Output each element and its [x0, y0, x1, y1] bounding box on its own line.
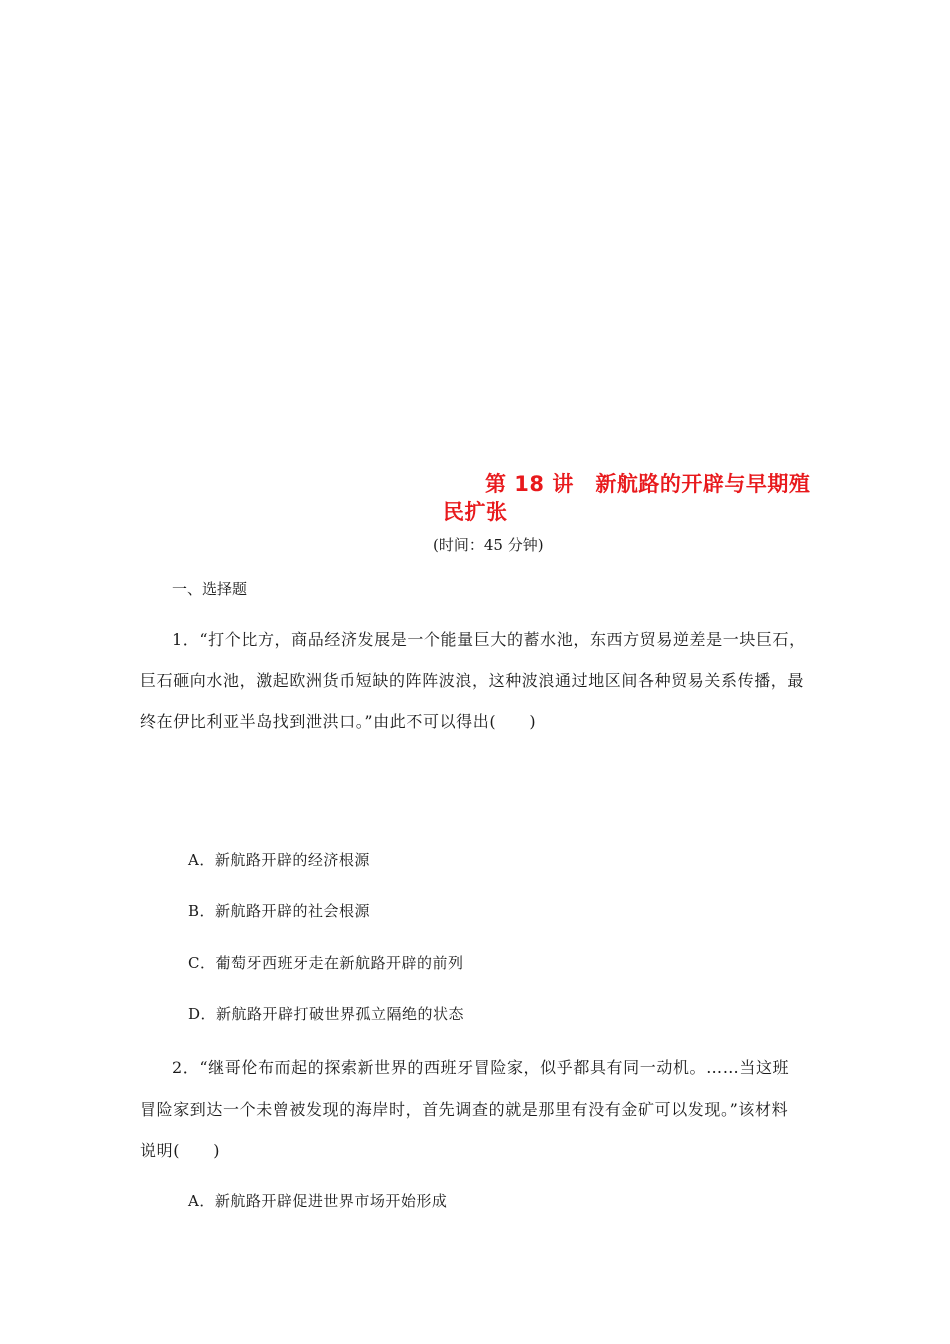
question-1-line-3: 终在伊比利亚半岛找到泄洪口。”由此不可以得出( )	[140, 712, 537, 731]
section-heading: 一、选择题	[172, 580, 248, 598]
question-2-line-2: 冒险家到达一个未曾被发现的海岸时，首先调查的就是那里有没有金矿可以发现。”该材料	[140, 1100, 789, 1119]
question-1-option-a: A．新航路开辟的经济根源	[188, 851, 370, 869]
question-2-line-3: 说明( )	[140, 1141, 221, 1160]
question-2-option-a: A．新航路开辟促进世界市场开始形成	[188, 1192, 448, 1210]
lesson-title-line-2: 民扩张	[443, 500, 508, 524]
question-1-line-2: 巨石砸向水池，激起欧洲货币短缺的阵阵波浪，这种波浪通过地区间各种贸易关系传播，最	[140, 671, 805, 690]
question-2-line-1: 2．“继哥伦布而起的探索新世界的西班牙冒险家，似乎都具有同一动机。……当这班	[172, 1058, 790, 1077]
question-1-option-b: B．新航路开辟的社会根源	[188, 902, 371, 920]
lesson-title-line-1: 第 18 讲 新航路的开辟与早期殖	[485, 472, 811, 496]
question-1-line-1: 1．“打个比方，商品经济发展是一个能量巨大的蓄水池，东西方贸易逆差是一块巨石，	[172, 630, 806, 649]
question-1-option-c: C．葡萄牙西班牙走在新航路开辟的前列	[188, 954, 464, 972]
time-limit-note: (时间：45 分钟)	[433, 536, 544, 554]
question-1-option-d: D．新航路开辟打破世界孤立隔绝的状态	[188, 1005, 465, 1023]
